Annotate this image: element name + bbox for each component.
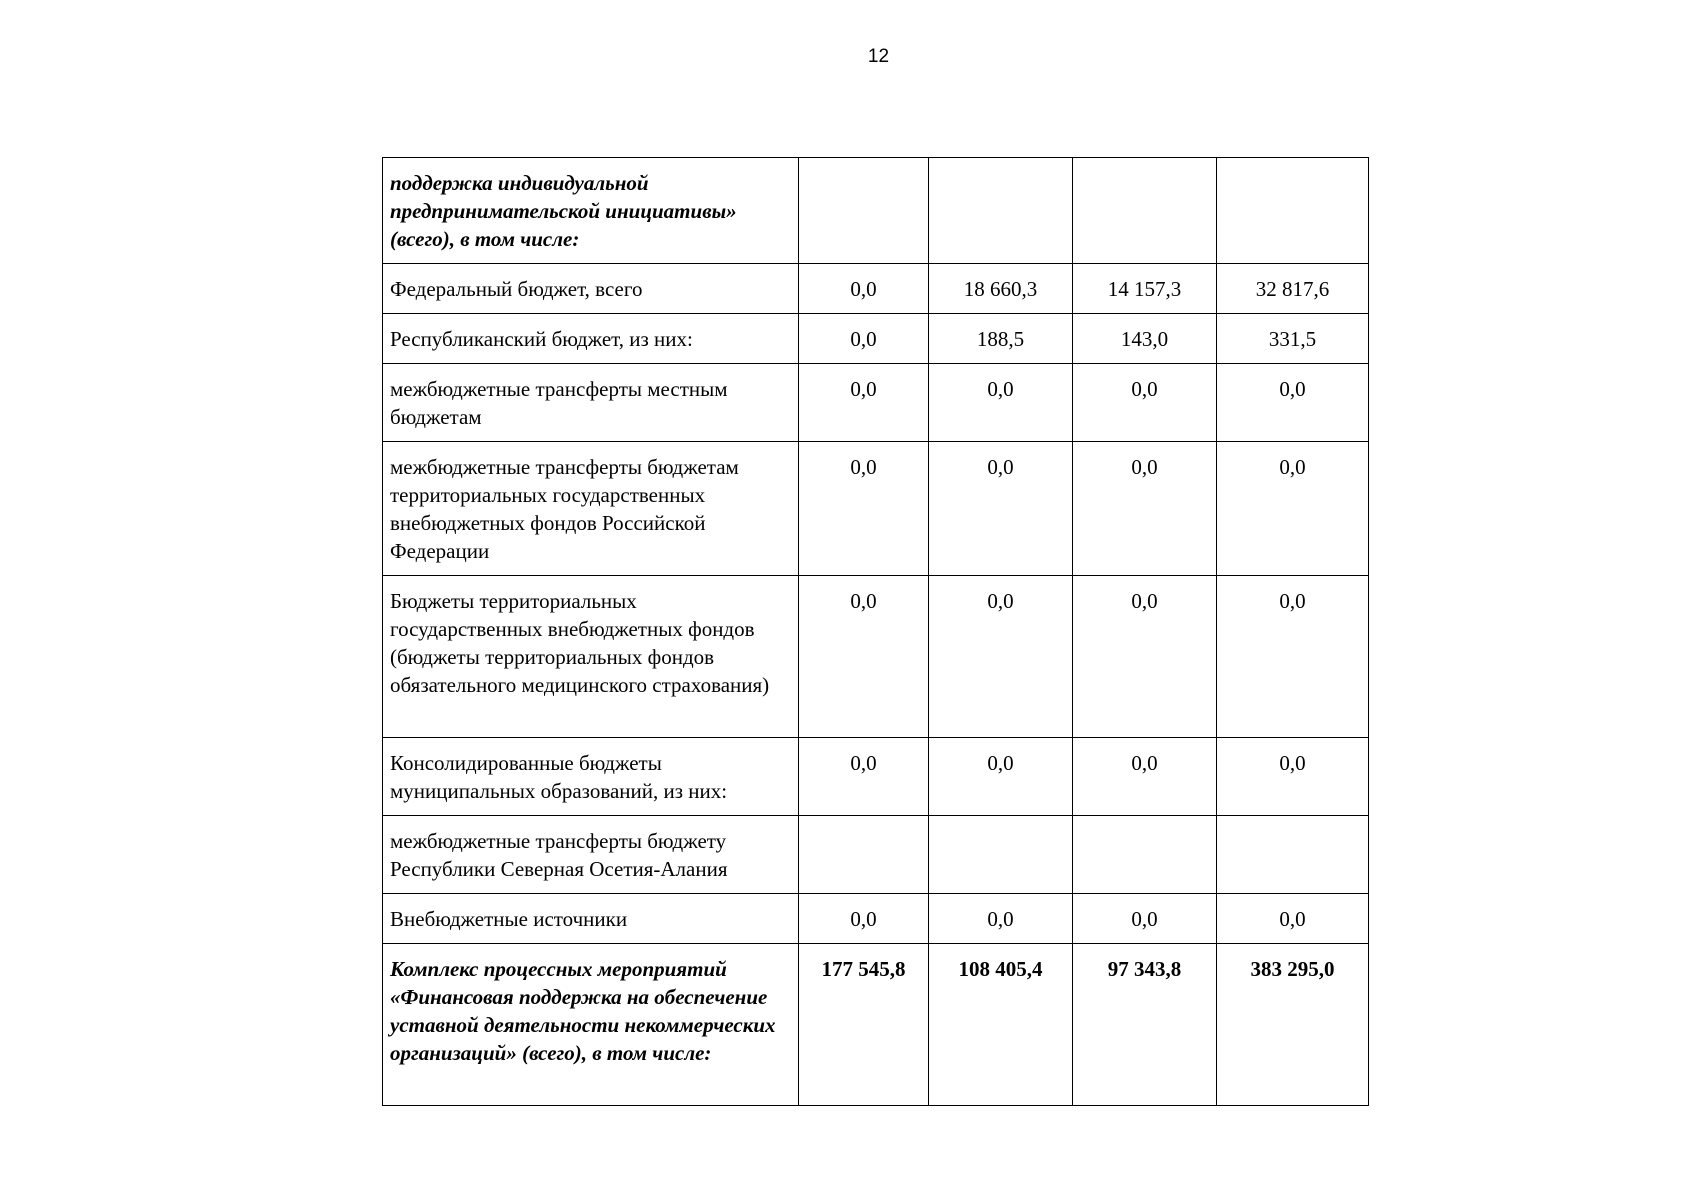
cell-value: 0,0 bbox=[1073, 894, 1217, 944]
table-row bbox=[383, 738, 1369, 816]
row-label: Комплекс процессных мероприятий «Финансовая поддержка на обеспечение уставной деятельности некоммерческих организаций» (всего), в том числе: bbox=[383, 944, 799, 1106]
cell-value: 0,0 bbox=[1073, 364, 1217, 442]
cell-value: 0,0 bbox=[1073, 738, 1217, 816]
cell-value: 18 660,3 bbox=[929, 264, 1073, 314]
cell-value: 0,0 bbox=[1217, 738, 1369, 816]
cell-value: 0,0 bbox=[1217, 894, 1369, 944]
cell-value: 0,0 bbox=[799, 314, 929, 364]
cell-value bbox=[1217, 158, 1369, 264]
cell-value: 0,0 bbox=[799, 364, 929, 442]
row-label: Республиканский бюджет, из них: bbox=[383, 314, 799, 364]
cell-value: 0,0 bbox=[929, 894, 1073, 944]
cell-value: 0,0 bbox=[1217, 576, 1369, 738]
cell-value bbox=[929, 816, 1073, 894]
cell-value: 0,0 bbox=[929, 364, 1073, 442]
cell-value: 0,0 bbox=[799, 738, 929, 816]
cell-value: 0,0 bbox=[929, 442, 1073, 576]
row-label: Консолидированные бюджеты муниципальных образований, из них: bbox=[383, 738, 799, 816]
row-label: межбюджетные трансферты бюджетам территориальных государственных внебюджетных фондов Российской Федерации bbox=[383, 442, 799, 576]
cell-value bbox=[799, 158, 929, 264]
cell-value: 331,5 bbox=[1217, 314, 1369, 364]
cell-value: 188,5 bbox=[929, 314, 1073, 364]
table-row bbox=[383, 314, 1369, 364]
cell-value bbox=[929, 158, 1073, 264]
page-number: 12 bbox=[867, 46, 890, 67]
table-row bbox=[383, 442, 1369, 576]
budget-table-body bbox=[383, 158, 1369, 1106]
table-row bbox=[383, 576, 1369, 738]
row-label: межбюджетные трансферты бюджету Республики Северная Осетия-Алания bbox=[383, 816, 799, 894]
cell-value: 0,0 bbox=[1073, 442, 1217, 576]
cell-value: 14 157,3 bbox=[1073, 264, 1217, 314]
cell-value: 32 817,6 bbox=[1217, 264, 1369, 314]
cell-value: 0,0 bbox=[929, 738, 1073, 816]
cell-value: 0,0 bbox=[929, 576, 1073, 738]
table-row bbox=[383, 894, 1369, 944]
row-label: Внебюджетные источники bbox=[383, 894, 799, 944]
cell-value bbox=[1217, 816, 1369, 894]
cell-value bbox=[799, 816, 929, 894]
table-row bbox=[383, 816, 1369, 894]
cell-value: 0,0 bbox=[799, 894, 929, 944]
cell-value: 0,0 bbox=[1217, 364, 1369, 442]
cell-value: 0,0 bbox=[799, 264, 929, 314]
cell-value bbox=[1073, 158, 1217, 264]
cell-value: 383 295,0 bbox=[1217, 944, 1369, 1106]
cell-value: 0,0 bbox=[1073, 576, 1217, 738]
table-row bbox=[383, 364, 1369, 442]
row-label: межбюджетные трансферты местным бюджетам bbox=[383, 364, 799, 442]
cell-value: 97 343,8 bbox=[1073, 944, 1217, 1106]
row-label: Бюджеты территориальных государственных внебюджетных фондов (бюджеты территориальных фондов обязательного медицинского страхования) bbox=[383, 576, 799, 738]
budget-table bbox=[382, 157, 1369, 1106]
cell-value: 177 545,8 bbox=[799, 944, 929, 1106]
cell-value: 0,0 bbox=[1217, 442, 1369, 576]
row-label: поддержка индивидуальной предпринимательской инициативы» (всего), в том числе: bbox=[383, 158, 799, 264]
cell-value: 143,0 bbox=[1073, 314, 1217, 364]
cell-value bbox=[1073, 816, 1217, 894]
table-row bbox=[383, 158, 1369, 264]
cell-value: 0,0 bbox=[799, 442, 929, 576]
cell-value: 0,0 bbox=[799, 576, 929, 738]
table-row bbox=[383, 264, 1369, 314]
row-label: Федеральный бюджет, всего bbox=[383, 264, 799, 314]
cell-value: 108 405,4 bbox=[929, 944, 1073, 1106]
table-row bbox=[383, 944, 1369, 1106]
